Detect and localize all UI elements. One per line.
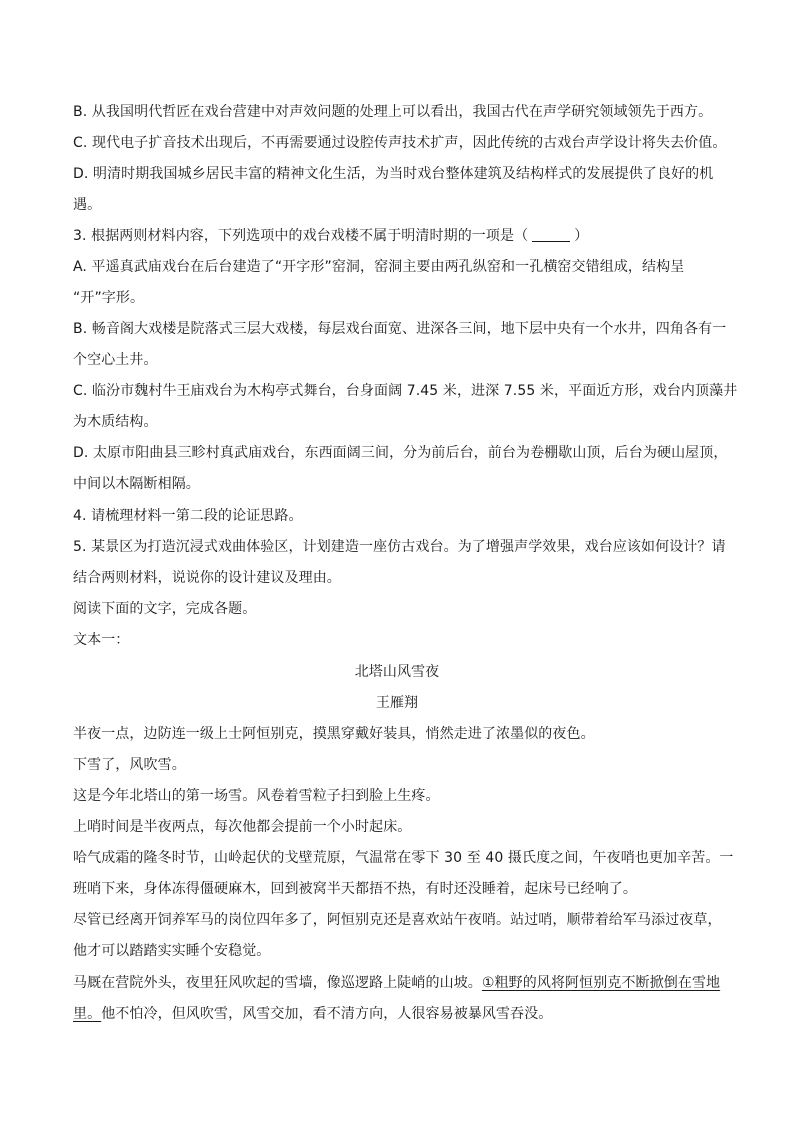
q3-option-c-line1: C. 临汾市魏村牛王庙戏台为木构亭式舞台，台身面阔 7.45 米，进深 7.55 米，平面近方形，戏台内顶藻井 bbox=[73, 383, 738, 399]
q3-option-b-line1: B. 畅音阁大戏楼是院落式三层大戏楼，每层戏台面宽、进深各三间，地下层中央有一个水井，四角各有一 bbox=[73, 321, 727, 337]
q3-option-c-line2: 为木质结构。 bbox=[73, 414, 158, 430]
article-title: 北塔山风雪夜 bbox=[354, 664, 440, 680]
paragraph-7-line2 bbox=[73, 1004, 552, 1024]
q2-option-d-line2: 遇。 bbox=[73, 197, 102, 213]
paragraph-2: 下雪了，风吹雪。 bbox=[73, 757, 186, 773]
question-4: 4. 请梳理材料一第二段的论证思路。 bbox=[73, 508, 303, 524]
paragraph-7-text: 马厩在营院外头，夜里狂风吹起的雪墙，像巡逻路上陡峭的山坡。 bbox=[73, 975, 482, 991]
q3-stem-prefix: 3. 根据两则材料内容，下列选项中的戏台戏楼不属于明清时期的一项是（ bbox=[73, 228, 529, 244]
question-5-line1: 5. 某景区为打造沉浸式戏曲体验区，计划建造一座仿古戏台。为了增强声学效果，戏台应该如何设计？请 bbox=[73, 539, 726, 555]
paragraph-6-line2: 他才可以踏踏实实睡个安稳觉。 bbox=[73, 943, 271, 959]
q3-option-d-line2: 中间以木隔断相隔。 bbox=[73, 476, 200, 492]
question-5-line2: 结合两则材料，说说你的设计建议及理由。 bbox=[73, 570, 341, 586]
text-label: 文本一： bbox=[73, 632, 130, 648]
paragraph-7-text-end: 他不怕冷，但风吹雪，风雪交加，看不清方向，人很容易被暴风雪吞没。 bbox=[101, 1006, 553, 1022]
paragraph-5-line1: 哈气成霜的隆冬时节，山岭起伏的戈壁荒原，气温常在零下 30 至 40 摄氏度之间，午夜哨也更加辛苦。一 bbox=[73, 850, 734, 866]
underlined-sentence-1: ①粗野的风将阿恒别克不断掀倒在雪地 bbox=[481, 975, 721, 991]
q3-option-b-line2: 个空心土井。 bbox=[73, 352, 158, 368]
article-author: 王雁翔 bbox=[375, 695, 419, 711]
answer-blank bbox=[532, 227, 570, 242]
paragraph-4: 上哨时间是半夜两点，每次他都会提前一个小时起床。 bbox=[73, 819, 412, 835]
paragraph-5-line2: 班哨下来，身体冻得僵硬麻木，回到被窝半天都捂不热，有时还没睡着，起床号已经响了。 bbox=[73, 881, 637, 897]
q2-option-b: B. 从我国明代哲匠在戏台营建中对声效问题的处理上可以看出，我国古代在声学研究领域领先于西方。 bbox=[73, 104, 713, 120]
q3-option-a-line1: A. 平遥真武庙戏台在后台建造了“开字形”窑洞，窑洞主要由两孔纵窑和一孔横窑交错组成，结构呈 bbox=[73, 259, 685, 275]
q3-stem bbox=[73, 226, 588, 246]
paragraph-1: 半夜一点，边防连一级上士阿恒别克，摸黑穿戴好装具，悄然走进了浓墨似的夜色。 bbox=[73, 726, 595, 742]
paragraph-7-line1 bbox=[73, 973, 720, 993]
q3-option-d-line1: D. 太原市阳曲县三畛村真武庙戏台，东西面阔三间，分为前后台，前台为卷棚歇山顶，后台为硬山屋顶， bbox=[73, 445, 728, 461]
paragraph-3: 这是今年北塔山的第一场雪。风卷着雪粒子扫到脸上生疼。 bbox=[73, 788, 440, 804]
paragraph-6-line1: 尽管已经离开饲养军马的岗位四年多了，阿恒别克还是喜欢站午夜哨。站过哨，顺带着给军马添过夜草， bbox=[73, 912, 722, 928]
q3-stem-suffix: ） bbox=[574, 228, 589, 244]
reading-instruction: 阅读下面的文字，完成各题。 bbox=[73, 601, 257, 617]
underlined-sentence-1-end: 里。 bbox=[73, 1006, 102, 1022]
q2-option-d-line1: D. 明清时期我国城乡居民丰富的精神文化生活，为当时戏台整体建筑及结构样式的发展提供了良好的机 bbox=[73, 166, 714, 182]
q2-option-c: C. 现代电子扩音技术出现后，不再需要通过设腔传声技术扩声，因此传统的古戏台声学设计将失去价值。 bbox=[73, 135, 727, 151]
q3-option-a-line2: “开”字形。 bbox=[73, 290, 145, 306]
